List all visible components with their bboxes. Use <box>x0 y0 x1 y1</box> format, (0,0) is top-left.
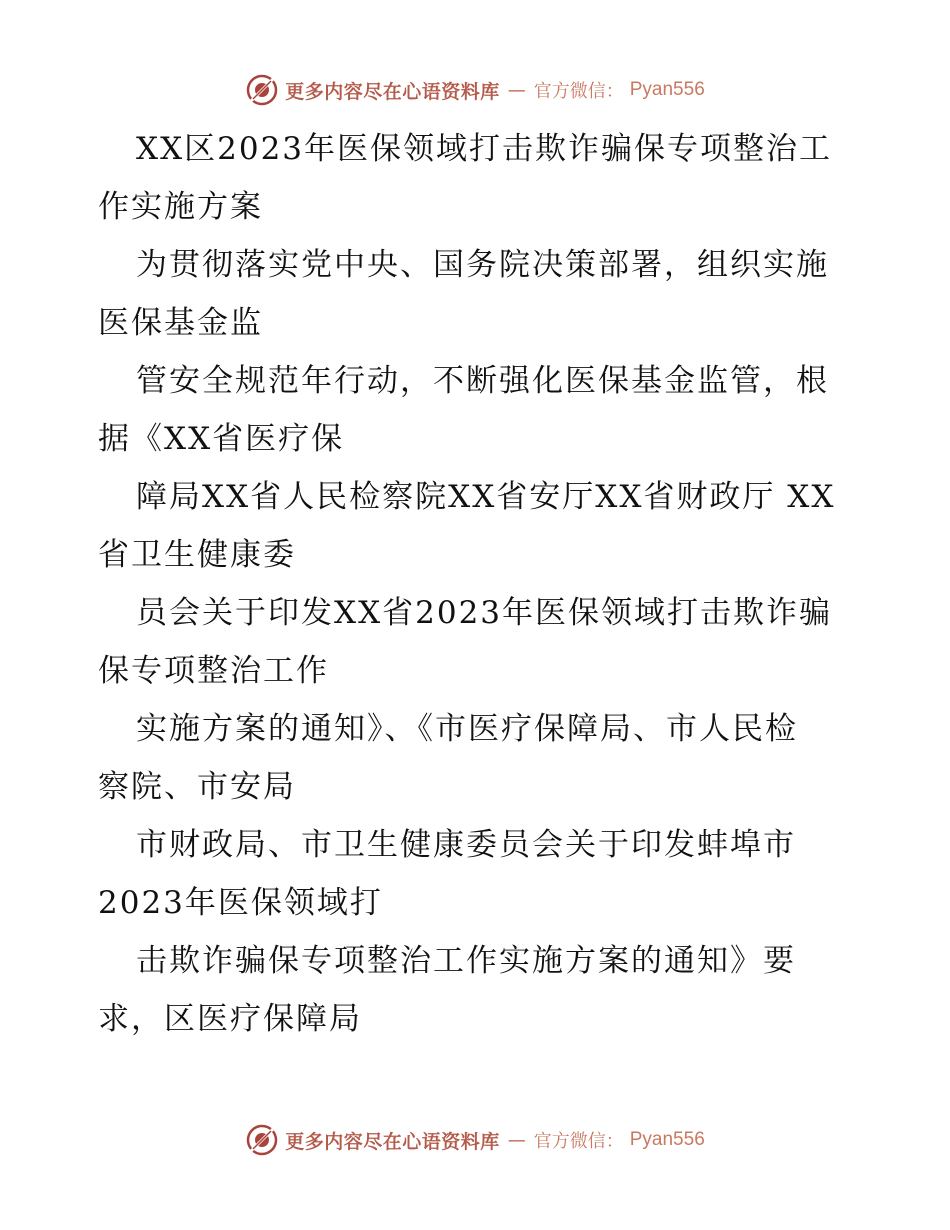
paragraph-line: 医保基金监 <box>98 305 263 341</box>
watermark-wechat-id: Pyan556 <box>629 1129 705 1150</box>
paragraph-line: 保专项整治工作 <box>98 653 329 689</box>
paragraph-line: 据《XX省医疗保 <box>98 421 345 457</box>
paragraph-line: 击欺诈骗保专项整治工作实施方案的通知》要 <box>136 943 796 979</box>
paragraph-line: 实施方案的通知》、《市医疗保障局、市人民检 <box>136 711 798 747</box>
paragraph-line: 障局XX省人民检察院XX省安厅XX省财政厅 XX <box>136 479 836 515</box>
watermark-dash: — <box>507 1129 526 1151</box>
paragraph-line: 察院、市安局 <box>98 769 296 805</box>
watermark-dash: — <box>507 79 526 101</box>
watermark-wechat-label: 官方微信： <box>533 1131 624 1152</box>
logo-icon <box>245 1123 279 1157</box>
header-watermark <box>0 70 950 110</box>
title-line-1: XX区2023年医保领域打击欺诈骗保专项整治工 <box>136 131 833 167</box>
footer-watermark <box>0 1120 950 1160</box>
watermark-wechat-label: 官方微信： <box>533 81 624 102</box>
paragraph-line: 市财政局、市卫生健康委员会关于印发蚌埠市 <box>136 827 796 863</box>
paragraph-line: 省卫生健康委 <box>98 537 296 573</box>
paragraph-line: 求，区医疗保障局 <box>98 1001 362 1037</box>
paragraph-line: 员会关于印发XX省2023年医保领域打击欺诈骗 <box>136 595 833 631</box>
paragraph-line: 为贯彻落实党中央、国务院决策部署，组织实施 <box>136 247 829 283</box>
watermark-text: 更多内容尽在心语资料库 <box>285 80 500 103</box>
title-line-2: 作实施方案 <box>98 189 263 225</box>
watermark-wechat-id: Pyan556 <box>629 79 705 100</box>
watermark-text: 更多内容尽在心语资料库 <box>285 1130 500 1153</box>
paragraph-line: 管安全规范年行动，不断强化医保基金监管，根 <box>136 363 829 399</box>
logo-icon <box>245 73 279 107</box>
paragraph-line: 2023年医保领域打 <box>98 885 383 921</box>
document-body <box>98 120 858 1048</box>
